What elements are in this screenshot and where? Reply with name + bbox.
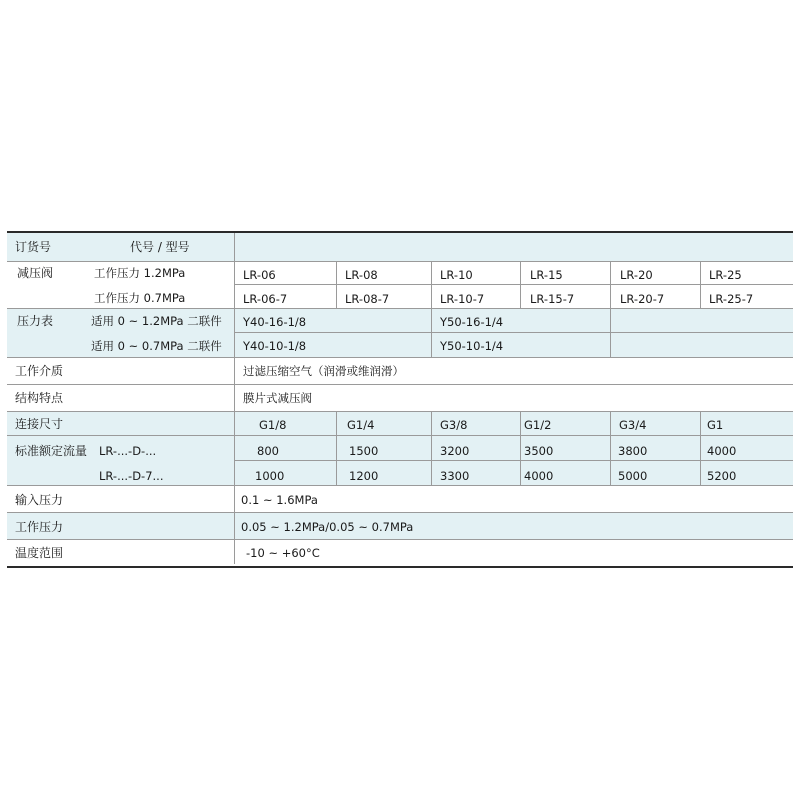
column-rule [336,411,337,485]
working-pressure-value: 0.05 ~ 1.2MPa/0.05 ~ 0.7MPa [241,520,414,534]
flow-cell: 4000 [707,444,737,458]
flow-cell: 4000 [524,469,554,483]
rule [234,460,793,461]
model-cell: LR-06-7 [243,292,288,306]
rule [7,485,793,486]
model-cell: LR-25-7 [709,292,754,306]
column-rule [336,261,337,308]
model-cell: LR-25 [709,268,742,282]
flow-model-label: LR-...-D-7... [99,469,164,483]
section-label-pressure-gauge: 压力表 [17,314,54,328]
section-label-input-pressure: 输入压力 [15,493,64,507]
connection-size-cell: G1/8 [259,418,287,432]
model-cell: LR-08 [345,268,378,282]
gauge-cell: Y50-16-1/4 [440,315,504,329]
rule [7,357,793,358]
flow-cell: 1500 [349,444,379,458]
connection-size-band [7,411,793,435]
column-rule [520,261,521,308]
column-rule [700,411,701,485]
header-code-model: 代号 / 型号 [130,240,190,254]
model-cell: LR-20-7 [620,292,665,306]
column-rule [431,261,432,357]
condition-label: 工作压力 0.7MPa [94,291,186,305]
section-label-structure: 结构特点 [15,391,64,405]
flow-cell: 1200 [349,469,379,483]
flow-cell: 3800 [618,444,648,458]
rule [7,539,793,540]
condition-label: 适用 0 ~ 1.2MPa 二联件 [91,314,222,328]
column-rule [234,233,235,564]
model-cell: LR-10 [440,268,473,282]
model-cell: LR-15 [530,268,563,282]
flow-cell: 3200 [440,444,470,458]
rule [7,435,793,436]
model-cell: LR-15-7 [530,292,575,306]
gauge-cell: Y40-10-1/8 [243,339,307,353]
flow-cell: 5200 [707,469,737,483]
rule [7,308,793,309]
section-label-pressure-reducing-valve: 减压阀 [17,266,54,280]
rule [7,411,793,412]
header-row [7,233,793,261]
column-rule [610,411,611,485]
model-cell: LR-20 [620,268,653,282]
flow-model-label: LR-...-D-... [99,444,157,458]
section-label-temperature: 温度范围 [15,546,64,560]
rule [234,284,793,285]
gauge-cell: Y40-16-1/8 [243,315,307,329]
column-rule [520,411,521,485]
rule [7,261,793,262]
column-rule [700,261,701,308]
structure-value: 膜片式减压阀 [243,391,312,405]
spec-table [7,231,793,568]
temperature-value: -10 ~ +60°C [246,546,320,560]
section-label-working-medium: 工作介质 [15,364,64,378]
flow-cell: 3500 [524,444,554,458]
input-pressure-value: 0.1 ~ 1.6MPa [241,493,318,507]
flow-cell: 5000 [618,469,648,483]
condition-label: 工作压力 1.2MPa [94,266,186,280]
flow-cell: 3300 [440,469,470,483]
column-rule [610,261,611,357]
working-medium-value: 过滤压缩空气（润滑或维润滑） [243,364,404,378]
connection-size-cell: G1/2 [524,418,552,432]
gauge-cell: Y50-10-1/4 [440,339,504,353]
column-rule [431,411,432,485]
connection-size-cell: G1 [707,418,724,432]
model-cell: LR-10-7 [440,292,485,306]
section-label-connection-size: 连接尺寸 [15,417,64,431]
connection-size-cell: G3/4 [619,418,647,432]
rule [7,512,793,513]
section-label-rated-flow: 标准额定流量 [15,444,88,458]
rule [234,332,793,333]
connection-size-cell: G3/8 [440,418,468,432]
connection-size-cell: G1/4 [347,418,375,432]
condition-label: 适用 0 ~ 0.7MPa 二联件 [91,339,222,353]
rule [7,384,793,385]
section-label-working-pressure: 工作压力 [15,520,64,534]
flow-cell: 800 [257,444,279,458]
flow-cell: 1000 [255,469,285,483]
model-cell: LR-08-7 [345,292,390,306]
model-cell: LR-06 [243,268,276,282]
header-order-no: 订货号 [15,240,52,254]
